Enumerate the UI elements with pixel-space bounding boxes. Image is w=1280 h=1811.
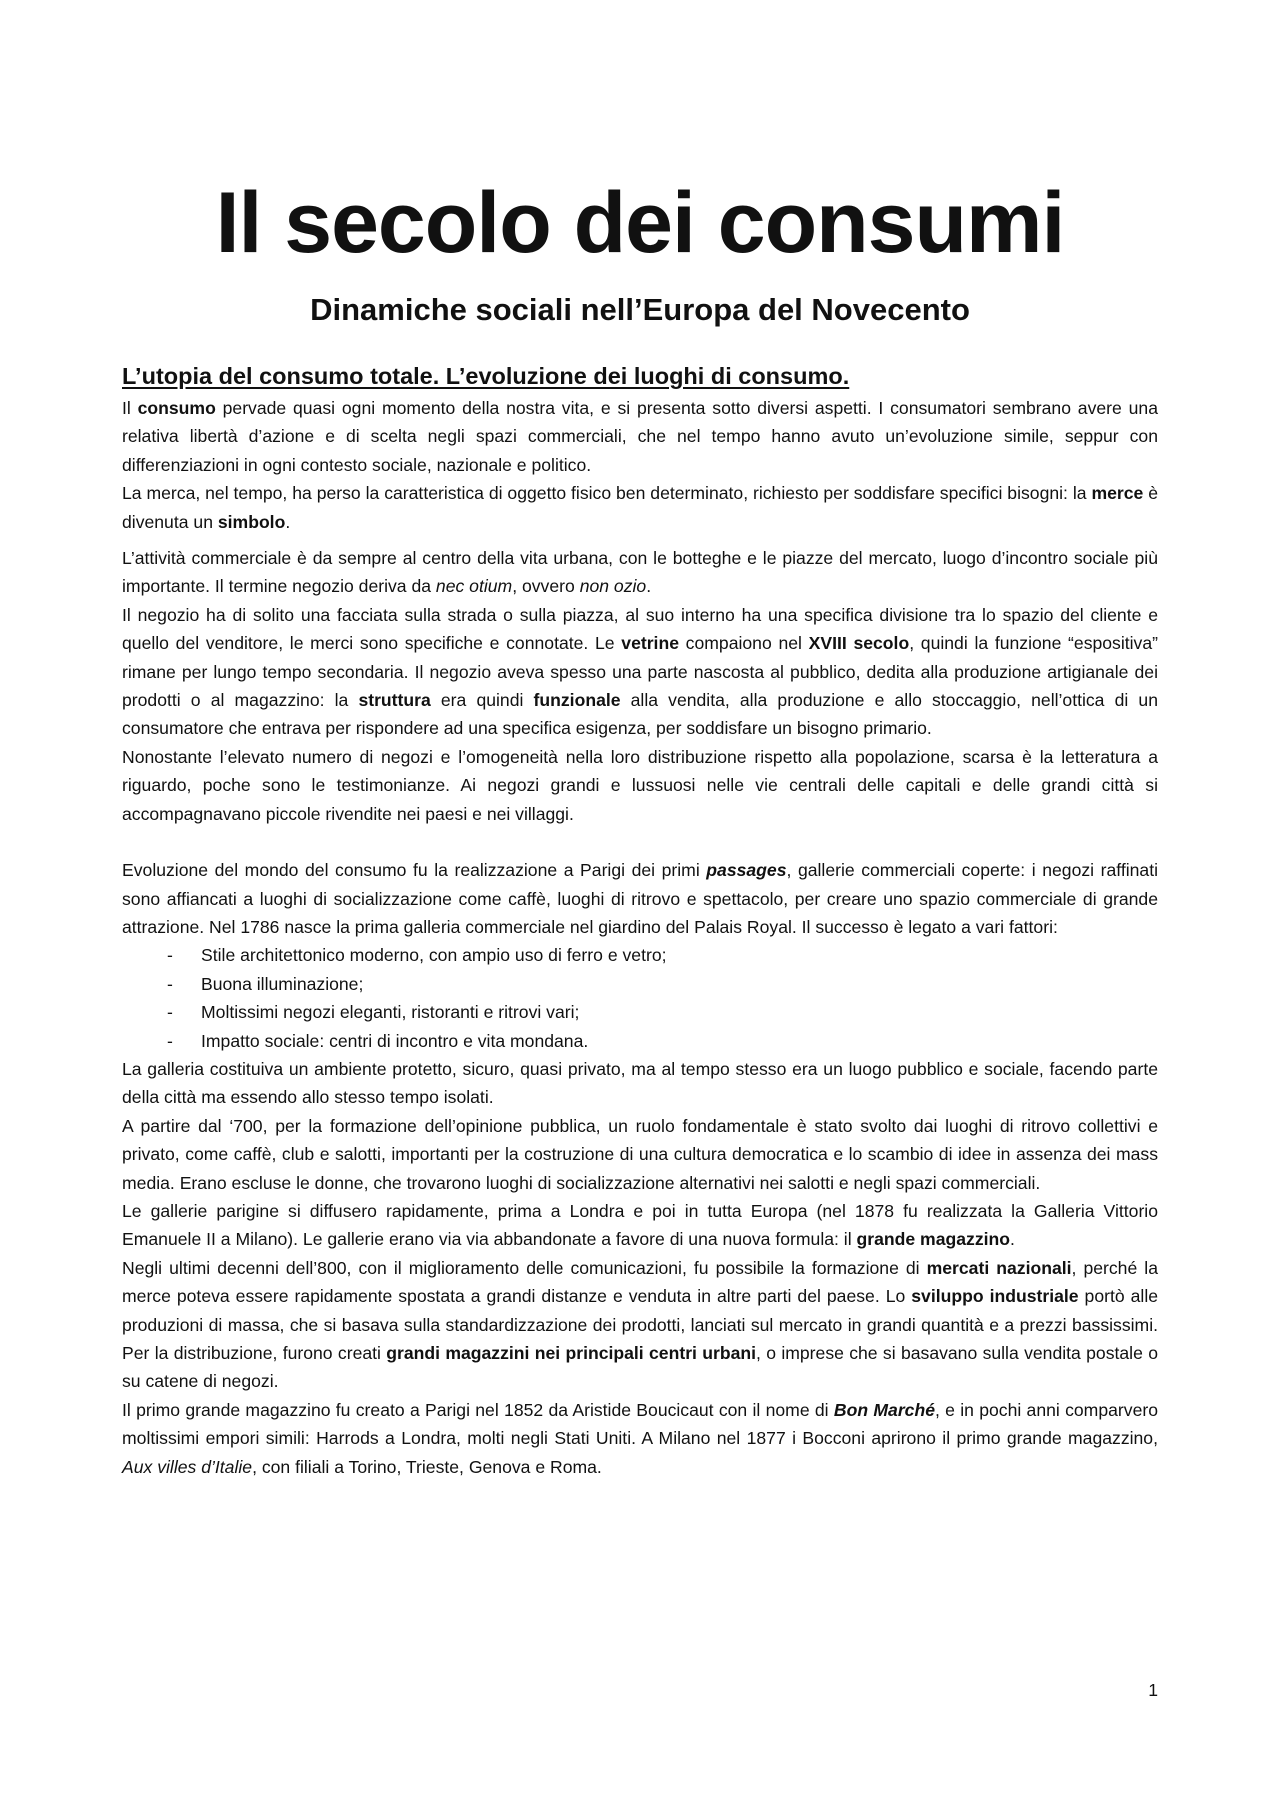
text-run: Il primo grande magazzino fu creato a Parigi nel 1852 da Aristide Boucicaut con il nome di [122, 1399, 834, 1420]
section-heading: L’utopia del consumo totale. L’evoluzione dei luoghi di consumo. [122, 363, 850, 389]
text-run: pervade quasi ogni momento della nostra vita, e si presenta sotto diversi aspetti. I consumatori sembrano avere una relativa libertà d’azione e di scelta negli spazi commerciali, che nel tempo hanno avuto un’evoluzione simile, seppur con differenziazioni in ogni contesto sociale, nazionale e politico. [122, 398, 1158, 475]
list-item-text: Impatto sociale: centri di incontro e vita mondana. [201, 1030, 589, 1051]
bold-term: sviluppo industriale [911, 1286, 1079, 1307]
text-run: . [646, 576, 652, 597]
list-item [167, 970, 1158, 998]
text-run: Il negozio ha di solito una facciata sulla strada o sulla piazza, al suo interno ha una specifica divisione tra lo spazio del cliente e quello del venditore, le merci sono specifiche e connotate. Le [122, 604, 1158, 654]
text-run: Negli ultimi decenni dell’800, con il miglioramento delle comunicazioni, fu possibile la formazione di [122, 1257, 927, 1278]
text-run: , con filiali a Torino, Trieste, Genova e Roma. [252, 1456, 602, 1477]
text-run: , o imprese che si basavano sulla vendita postale o su catene di negozi. [122, 1343, 1158, 1392]
list-dash: - [167, 1030, 173, 1051]
bold-term: mercati nazionali [926, 1257, 1072, 1278]
list-item [167, 1027, 1158, 1055]
text-run: compaiono nel [678, 633, 809, 654]
text-run: . [1010, 1229, 1015, 1250]
list-item-text: Moltissimi negozi eleganti, ristoranti e ritrovi vari; [201, 1002, 580, 1023]
bold-term: consumo [137, 398, 216, 418]
bold-term: grandi magazzini nei principali centri urbani [386, 1343, 757, 1363]
list-dash: - [167, 973, 173, 994]
page-number: 1 [1148, 1680, 1158, 1700]
bold-term: struttura [358, 690, 431, 711]
bold-term: simbolo [217, 511, 286, 532]
text-run: Evoluzione del mondo del consumo fu la realizzazione a Parigi dei primi [122, 860, 707, 881]
paragraph-gallerie-parigine [122, 1197, 1158, 1254]
document-title: Il secolo dei consumi [215, 175, 1065, 271]
list-dash: - [167, 1002, 173, 1023]
paragraph-consumo [122, 394, 1158, 479]
text-run: Il [122, 398, 138, 418]
text-run: La merca, nel tempo, ha perso la caratteristica di oggetto fisico ben determinato, richiesto per soddisfare specifici bisogni: la [122, 483, 1092, 504]
text-run: Nonostante l’elevato numero di negozi e l’omogeneità nella loro distribuzione rispetto alla popolazione, scarsa è la letteratura a riguardo, poche sono le testimonianze. Ai negozi grandi e lussuosi nelle vie centrali delle capitali e delle grandi città si accompagnavano piccole rivendite nei paesi e nei villaggi. [122, 746, 1158, 824]
paragraph-mercati-nazionali [122, 1254, 1158, 1396]
list-item [167, 941, 1158, 969]
paragraph-merce [122, 479, 1158, 536]
text-run: , perché la merce poteva essere rapidamente spostata a grandi distanze e venduta in altre parti del paese. Lo [122, 1257, 1158, 1307]
text-run: . [285, 511, 291, 532]
paragraph-passages [122, 856, 1158, 941]
text-run: , e in pochi anni comparvero moltissimi empori simili: Harrods a Londra, molti negli Stati Uniti. A Milano nel 1877 i Bocconi aprirono il primo grande magazzino, [122, 1399, 1158, 1449]
bold-term: merce [1091, 483, 1144, 504]
text-run: , quindi la funzione “espositiva” rimane per lungo tempo secondaria. Il negozio aveva spesso una parte nascosta al pubblico, dedita alla produzione artigianale dei prodotti o al magazzino: la [122, 633, 1158, 711]
list-dash: - [167, 945, 173, 966]
document-subtitle: Dinamiche sociali nell’Europa del Novecento [310, 292, 970, 327]
paragraph-numero-negozi [122, 743, 1158, 828]
text-run: Le gallerie parigine si diffusero rapidamente, prima a Londra e poi in tutta Europa (nel 1878 fu realizzata la Galleria Vittorio Emanuele II a Milano). Le gallerie erano via via abbandonate a favore di una nuova formula: il [122, 1200, 1158, 1250]
text-run: A partire dal ‘700, per la formazione dell’opinione pubblica, un ruolo fondamentale è stato svolto dai luoghi di ritrovo collettivi e privato, come caffè, club e salotti, importanti per la costruzione di una cultura democratica e lo scambio di idee in assenza dei mass media. Erano escluse le donne, che trovarono luoghi di socializzazione alternativi nei salotti e negli spazi commerciali. [122, 1115, 1158, 1193]
list-item [167, 998, 1158, 1026]
list-item-text: Stile architettonico moderno, con ampio uso di ferro e vetro; [201, 945, 667, 966]
text-run: alla vendita, alla produzione e allo stoccaggio, nell’ottica di un consumatore che entrava per rispondere ad una specifica esigenza, per soddisfare un bisogno primario. [122, 690, 1158, 739]
paragraph-opinione-pubblica [122, 1112, 1158, 1197]
italic-term: Aux villes d’Italie [122, 1456, 253, 1477]
bold-italic-term: Bon Marché [833, 1399, 935, 1420]
paragraph-galleria [122, 1055, 1158, 1112]
text-run: portò alle produzioni di massa, che si basava sulla standardizzazione dei prodotti, lanciati sul mercato in grandi quantità e a prezzi bassissimi. Per la distribuzione, furono creati [122, 1286, 1159, 1363]
bold-term: XVIII secolo [808, 633, 910, 654]
italic-term: non ozio [579, 576, 647, 597]
text-run: , gallerie commerciali coperte: i negozi raffinati sono affiancati a luoghi di socializzazione come caffè, luoghi di ritrovo e spettacolo, per creare uno spazio commerciale di grande attrazione. Nel 1786 nasce la prima galleria commerciale nel giardino del Palais Royal. Il successo è legato a vari fattori: [122, 860, 1158, 937]
italic-term: nec otium [435, 576, 513, 597]
paragraph-bon-marche [122, 1396, 1158, 1481]
text-run: L’attività commerciale è da sempre al centro della vita urbana, con le botteghe e le piazze del mercato, luogo d’incontro sociale più importante. Il termine negozio deriva da [122, 548, 1158, 597]
bold-term: funzionale [533, 690, 621, 711]
text-run: era quindi [430, 690, 534, 711]
success-factors-list [122, 941, 1158, 1055]
text-run: La galleria costituiva un ambiente protetto, sicuro, quasi privato, ma al tempo stesso era un luogo pubblico e sociale, facendo parte della città ma essendo allo stesso tempo isolati. [122, 1058, 1158, 1108]
bold-term: vetrine [621, 633, 679, 654]
bold-term: grande magazzino [856, 1229, 1010, 1250]
text-run: , ovvero [512, 576, 580, 597]
list-item-text: Buona illuminazione; [201, 973, 364, 994]
bold-italic-term: passages [706, 860, 787, 881]
text-run: è divenuta un [122, 483, 1158, 532]
paragraph-negozio [122, 601, 1158, 743]
paragraph-attivita-commerciale [122, 544, 1158, 601]
